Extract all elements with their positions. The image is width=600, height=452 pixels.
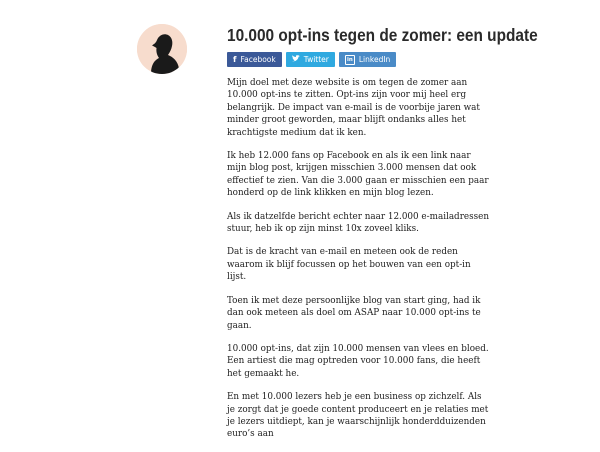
linkedin-icon: in <box>345 55 355 65</box>
paragraph: Mijn doel met deze website is om tegen de zomer aan 10.000 opt-ins te zitten. Opt-ins zijn voor mij heel erg belangrijk. De impact van e-mail is de voorbije jaren wat minder groot geworden, maar blijft ondanks alles het krachtigste medium dat ik ken. <box>227 78 480 138</box>
person-silhouette-icon <box>137 24 187 74</box>
twitter-share-label: Twitter <box>303 55 329 64</box>
author-avatar <box>137 24 187 74</box>
paragraph: Ik heb 12.000 fans op Facebook en als ik een link naar mijn blog post, krijgen misschien 3.000 mensen dat ook effectief te zien. Van die 3.000 gaan er misschien een paar honderd op de link klikken en mijn blog lezen. <box>227 151 489 199</box>
paragraph: Als ik datzelfde bericht echter naar 12.000 e-mailadressen stuur, heb ik op zijn minst 10x zoveel kliks. <box>227 211 490 235</box>
article-title: 10.000 opt-ins tegen de zomer: een update <box>227 25 538 45</box>
linkedin-share-button[interactable] <box>339 52 396 67</box>
linkedin-share-label: LinkedIn <box>358 55 391 64</box>
share-buttons <box>227 52 489 67</box>
article-body <box>227 77 489 441</box>
paragraph: 10.000 opt-ins, dat zijn 10.000 mensen van vlees en bloed. Een artiest die mag optreden voor 10.000 fans, die heeft het gemaakt he. <box>227 343 489 379</box>
twitter-share-button[interactable] <box>286 52 335 67</box>
facebook-icon: f <box>233 54 237 64</box>
paragraph: En met 10.000 lezers heb je een business op zichzelf. Als je zorgt dat je goede content produceert en je relaties met je lezers uitdiept, kan je waarschijnlijk honderdduizenden euro’s aan <box>227 392 489 440</box>
facebook-share-button[interactable] <box>227 52 282 67</box>
paragraph: Toen ik met deze persoonlijke blog van start ging, had ik dan ook meteen als doel om ASAP naar 10.000 opt-ins te gaan. <box>227 295 481 331</box>
facebook-share-label: Facebook <box>240 55 276 64</box>
paragraph: Dat is de kracht van e-mail en meteen ook de reden waarom ik blijf focussen op het bouwen van een opt-in lijst. <box>227 247 471 283</box>
twitter-icon <box>292 55 300 64</box>
article <box>227 24 538 452</box>
